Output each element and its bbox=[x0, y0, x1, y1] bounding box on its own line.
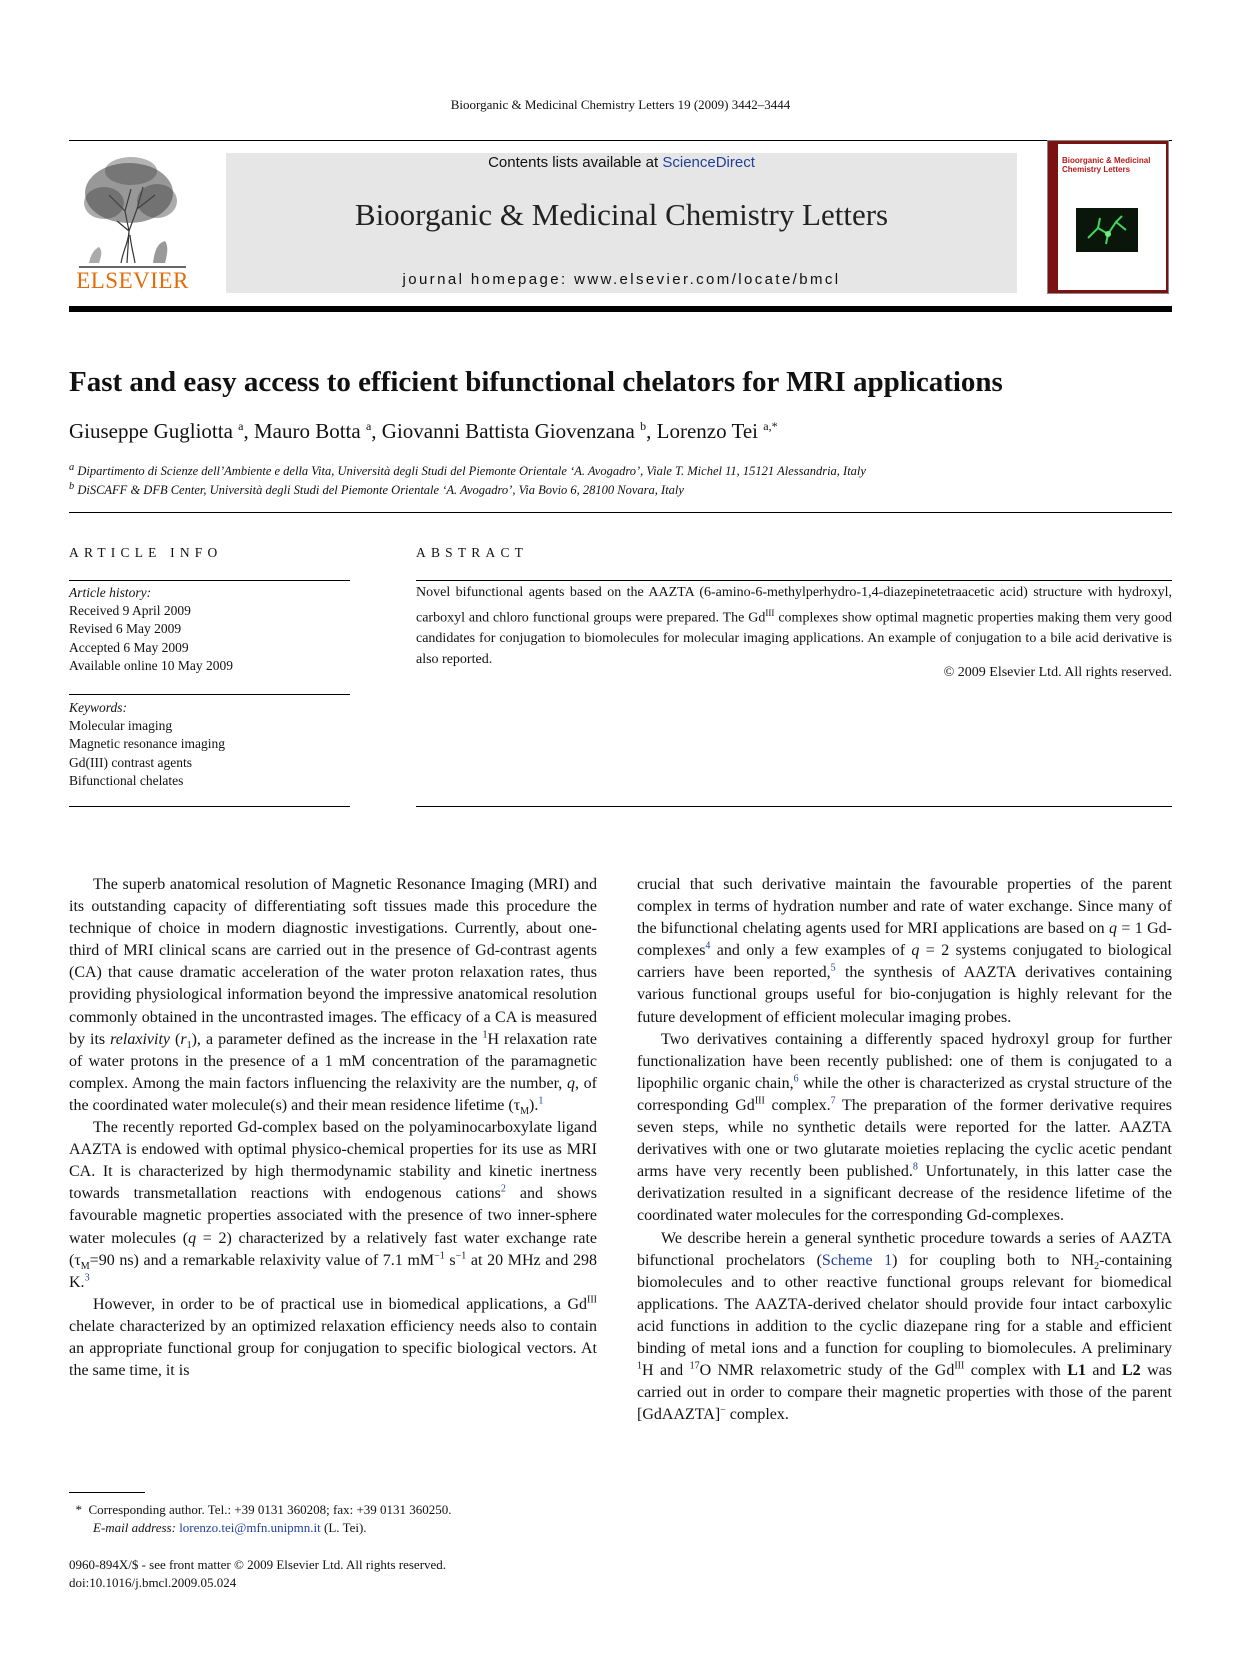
author-name[interactable]: Giovanni Battista Giovenzana bbox=[381, 419, 635, 443]
body-paragraph: The superb anatomical resolution of Magnetic Resonance Imaging (MRI) and its outstanding capacity of differentiating soft tissues made this procedure the technique of choice in modern diagnostic investigations. Currently, about one-third of MRI clinical scans are carried out in the presence of Gd-contrast agents (CA) that cause dramatic acceleration of the water proton relaxation rates, thus providing physiological information beyond the impressive anatomical resolution commonly obtained in the uncontrasted images. The efficacy of a CA is measured by its relaxivity $(r_1)$, a parameter defined as the increase in the $^1$H relaxation rate of water protons in the presence of a 1 mM concentration of the paramagnetic complex. Among the main factors influencing the relaxivity are the number, q, of the coordinated water molecule(s) and their mean residence lifetime $(\tau_M).^1$ bbox=[69, 876, 598, 1118]
body-column-left bbox=[69, 874, 597, 1382]
body-paragraph: However, in order to be of practical use in biomedical applications, a $Gd^{III}$ chelate characterized by an optimized relaxation efficiency needs also to contain an appropriate functional group for conjugation to specific biological vectors. At the same time, it is bbox=[69, 1294, 597, 1380]
contents-line bbox=[226, 154, 1017, 171]
reference-link[interactable]: 4 bbox=[705, 940, 711, 952]
reference-link[interactable]: 8 bbox=[912, 1161, 918, 1173]
article-info-heading: ARTICLE INFO bbox=[69, 545, 223, 560]
article-title: Fast and easy access to efficient bifunctional chelators for MRI applications bbox=[69, 366, 1003, 398]
author-name[interactable]: Mauro Botta bbox=[253, 419, 361, 443]
abstract-heading: ABSTRACT bbox=[416, 545, 529, 560]
corresponding-author-footnote bbox=[69, 1501, 597, 1537]
masthead-thick-rule bbox=[69, 306, 1172, 312]
affiliation-rule bbox=[69, 512, 1172, 513]
reference-link[interactable]: 3 bbox=[84, 1272, 90, 1284]
keywords-block bbox=[69, 699, 350, 790]
sciencedirect-link[interactable]: ScienceDirect bbox=[662, 154, 755, 171]
history-online: Available online 10 May 2009 bbox=[69, 657, 233, 673]
reference-link[interactable]: 2 bbox=[500, 1183, 506, 1195]
running-header: Bioorganic & Medicinal Chemistry Letters 19 (2009) 3442–3444 bbox=[450, 97, 791, 112]
keyword-item: Gd(III) contrast agents bbox=[69, 754, 192, 770]
journal-cover-thumbnail bbox=[1047, 140, 1169, 294]
author-name[interactable]: Lorenzo Tei bbox=[656, 419, 758, 443]
author-email-link[interactable]: lorenzo.tei@mfn.unipmn.it bbox=[179, 1520, 321, 1535]
cover-molecule-image bbox=[1076, 208, 1138, 252]
history-label: Article history: bbox=[69, 585, 152, 600]
keyword-item: Magnetic resonance imaging bbox=[69, 736, 225, 752]
top-rule bbox=[69, 140, 1172, 141]
author-name[interactable]: Giuseppe Gugliotta bbox=[69, 419, 233, 443]
author-affiliation-mark: a bbox=[238, 419, 244, 433]
history-received: Received 9 April 2009 bbox=[69, 603, 191, 619]
info-bottom-rule bbox=[69, 806, 350, 807]
footnote-email-suffix: (L. Tei). bbox=[320, 1520, 367, 1535]
author-affiliation-mark: a,* bbox=[763, 419, 778, 433]
history-revised: Revised 6 May 2009 bbox=[69, 621, 182, 637]
body-paragraph: The recently reported Gd-complex based on the polyaminocarboxylate ligand AAZTA is endowed with optimal physico-chemical properties for its use as MRI CA. It is characterized by high thermodynamic stability and kinetic inertness towards transmetallation reactions with endogenous cations$^2$ and shows favourable magnetic properties associated with the presence of two inner-sphere water molecules (q = 2) characterized by a relatively fast water exchange rate ($\tau_M=90$ ns) and a remarkable relaxivity value of 7.1 $mM^{-1}$ $s^{-1}$ at 20 MHz and 298 K.$^3$ bbox=[69, 1119, 598, 1291]
author-affiliation-mark: a bbox=[365, 419, 372, 433]
cover-title: Bioorganic & Medicinal Chemistry Letters bbox=[1062, 156, 1151, 174]
front-matter bbox=[69, 1556, 597, 1592]
affiliation-a: $^a$ Dipartimento di Scienze dell’Ambiente e della Vita, Università degli Studi del Piemonte Orientale ‘A. Avogadro’, Viale T. Michel 11, 15121 Alessandria, Italy bbox=[69, 462, 866, 479]
body-column-right bbox=[637, 874, 1172, 1426]
abstract-bottom-rule bbox=[416, 806, 1172, 807]
article-info-rule bbox=[69, 580, 350, 581]
footnote-star: * bbox=[75, 1502, 82, 1517]
history-accepted: Accepted 6 May 2009 bbox=[69, 639, 189, 655]
article-history bbox=[69, 584, 350, 675]
keywords-label: Keywords: bbox=[69, 700, 127, 715]
author-affiliation-mark: b bbox=[640, 419, 647, 433]
elsevier-wordmark: ELSEVIER bbox=[76, 268, 189, 293]
body-paragraph: crucial that such derivative maintain the favourable properties of the parent complex in terms of hydration number and rate of water exchange. Since many of the bifunctional chelating agents used for MRI applications are based on q = 1 Gd-complexes$^4$ and only a few examples of q = 2 systems conjugated to biological carriers have been reported,$^5$ the synthesis of AAZTA derivatives containing various functional groups useful for bio-conjugation is highly relevant for the future development of efficient molecular imaging probes. bbox=[637, 876, 1173, 1026]
footnote-email-label: E-mail address: bbox=[93, 1520, 176, 1535]
keyword-item: Bifunctional chelates bbox=[69, 772, 184, 788]
journal-homepage-link[interactable]: journal homepage: www.elsevier.com/locate/bmcl bbox=[402, 271, 841, 288]
affiliation-b: $^b$ DiSCAFF & DFB Center, Università degli Studi del Piemonte Orientale ‘A. Avogadro’, Via Bovio 6, 28100 Novara, Italy bbox=[69, 481, 684, 498]
contents-prefix: Contents lists available at bbox=[488, 154, 663, 171]
abstract-text: Novel bifunctional agents based on the AAZTA (6-amino-6-methylperhydro-1,4-diazepinetetraacetic acid) structure with hydroxyl, carboxyl and chloro functional groups were prepared. The $Gd^{III}$ complexes show optimal magnetic properties making them very good candidates for conjugation to biomolecules for molecular imaging applications. An example of conjugation to a bile acid derivative is also reported. bbox=[416, 585, 1172, 667]
footnote-corresponding: Corresponding author. Tel.: +39 0131 360208; fax: +39 0131 360250. bbox=[88, 1502, 452, 1517]
keywords-rule bbox=[69, 694, 350, 695]
keyword-item: Molecular imaging bbox=[69, 718, 173, 734]
footnote-rule bbox=[69, 1492, 145, 1493]
reference-link[interactable]: 6 bbox=[793, 1073, 799, 1085]
issn-line: 0960-894X/$ - see front matter © 2009 Elsevier Ltd. All rights reserved. bbox=[69, 1557, 447, 1572]
reference-link[interactable]: 5 bbox=[830, 963, 836, 975]
journal-name: Bioorganic & Medicinal Chemistry Letters bbox=[354, 197, 889, 232]
author-list: Giuseppe Gugliotta $^a$, Mauro Botta $^a$, Giovanni Battista Giovenzana $^b$, Lorenzo Tei $^{a,*}$ bbox=[69, 419, 778, 443]
scheme-link[interactable]: Scheme 1 bbox=[821, 1251, 893, 1269]
abstract-rule bbox=[416, 580, 1172, 581]
doi-line[interactable]: doi:10.1016/j.bmcl.2009.05.024 bbox=[69, 1575, 237, 1590]
reference-link[interactable]: 1 bbox=[538, 1095, 544, 1107]
abstract-copyright: © 2009 Elsevier Ltd. All rights reserved. bbox=[943, 665, 1172, 680]
affiliation-b-text: DiSCAFF & DFB Center, Università degli Studi del Piemonte Orientale ‘A. Avogadro’, Via Bovio 6, 28100 Novara, Italy bbox=[77, 483, 684, 498]
body-paragraph: We describe herein a general synthetic procedure towards a series of AAZTA bifunctional prochelators (Scheme 1) for coupling both to $NH_2$-containing biomolecules and to other reactive functional groups relevant for biomedical applications. The AAZTA-derived chelator should provide four intact carboxylic acid functions in addition to the cyclic diazepane ring for a stable and efficient binding of metal ions and a function for coupling to biomolecules. A preliminary $^1$H and $^{17}$O NMR relaxometric study of the $Gd^{III}$ complex with L1 and L2 was carried out in order to compare their magnetic properties with those of the parent [GdAAZTA]− complex. bbox=[637, 1229, 1173, 1424]
reference-link[interactable]: 7 bbox=[830, 1095, 836, 1107]
affiliation-a-text: Dipartimento di Scienze dell’Ambiente e della Vita, Università degli Studi del Piemonte Orientale ‘A. Avogadro’, Viale T. Michel 11, 15121 Alessandria, Italy bbox=[77, 464, 866, 479]
body-paragraph: Two derivatives containing a differently spaced hydroxyl group for further functionalization have been recently published: one of them is conjugated to a lipophilic organic chain,$^6$ while the other is characterized as crystal structure of the corresponding $Gd^{III}$ complex.$^7$ The preparation of the former derivative requires seven steps, while no synthetic details were reported for the latter. AAZTA derivatives with one or two glutarate moieties replacing the cyclic acetic pendant arms have very recently been published.$^8$ Unfortunately, in this latter case the derivatization resulted in a significant decrease of the residence lifetime of the coordinated water molecules for the corresponding Gd-complexes. bbox=[637, 1030, 1172, 1225]
